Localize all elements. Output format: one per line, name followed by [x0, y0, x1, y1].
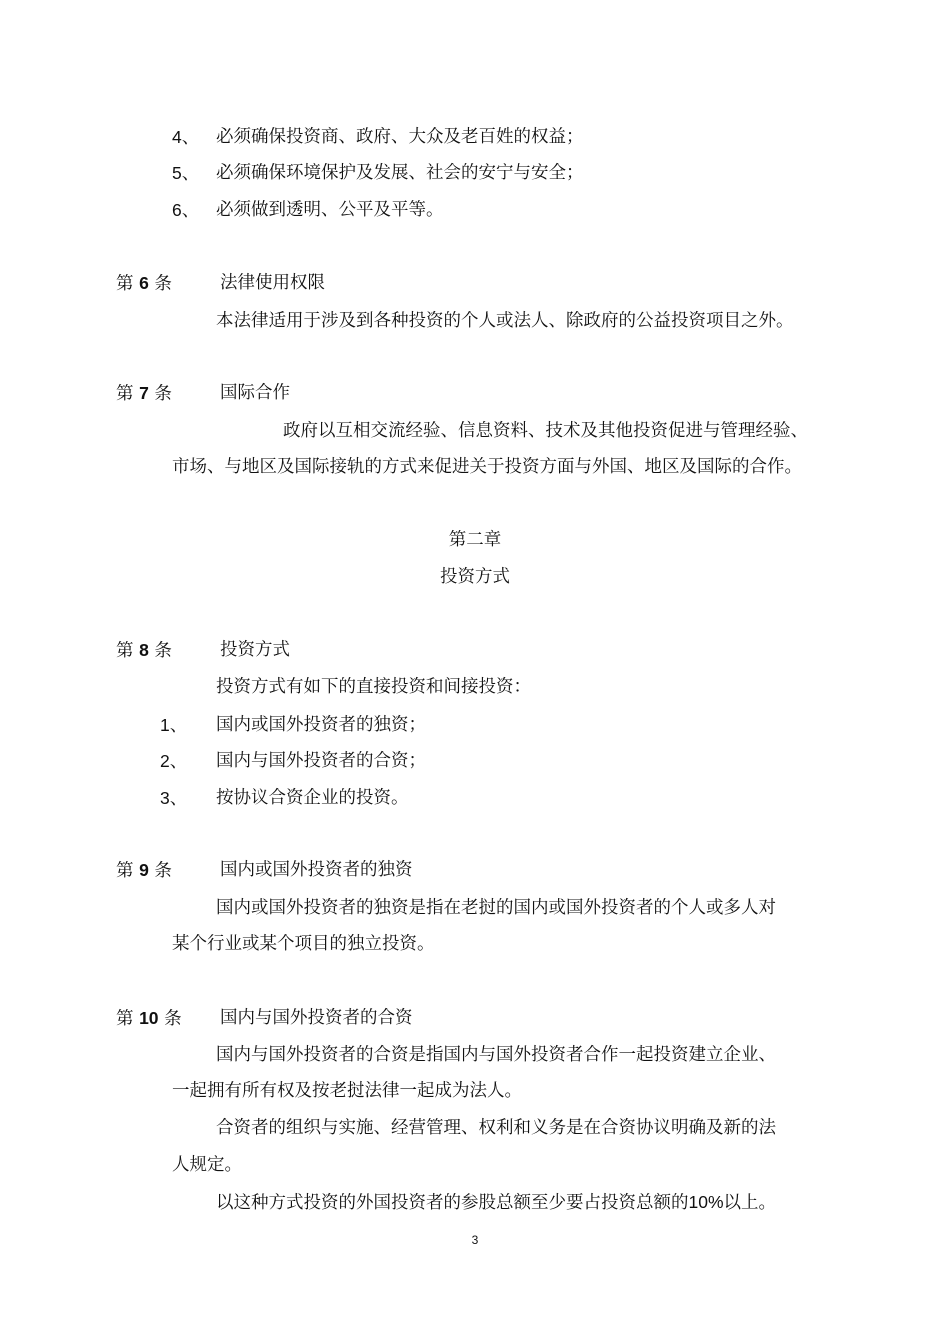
article-label-prefix: 第	[116, 1009, 134, 1029]
article-number: 8	[139, 640, 149, 660]
article-10-title: 国内与国外投资者的合资	[220, 1008, 413, 1028]
list-item-number: 1、	[160, 715, 188, 735]
article-label-prefix: 第	[116, 274, 134, 294]
article-label-suffix: 条	[154, 274, 172, 294]
article-7-heading	[116, 381, 172, 406]
list-item-number: 2、	[160, 751, 188, 771]
article-8-intro: 投资方式有如下的直接投资和间接投资：	[216, 677, 531, 697]
article-number: 10	[139, 1008, 159, 1028]
article-6-heading	[116, 271, 172, 296]
article-9-line-1: 国内或国外投资者的独资是指在老挝的国内或国外投资者的个人或多人对	[216, 898, 776, 918]
article-label-prefix: 第	[116, 384, 134, 404]
article-10-p1-line-2: 一起拥有所有权及按老挝法律一起成为法人。	[172, 1081, 522, 1101]
article-9-heading	[116, 858, 172, 883]
list-item-number: 5、	[172, 163, 200, 183]
chapter-title: 投资方式	[440, 567, 510, 587]
article-8-heading	[116, 638, 172, 663]
list-item-text: 按协议合资企业的投资。	[216, 788, 409, 808]
article-6-paragraph: 本法律适用于涉及到各种投资的个人或法人、除政府的公益投资项目之外。	[216, 311, 794, 331]
chapter-number: 第二章	[448, 530, 502, 550]
p3-text-a: 以这种方式投资的外国投资者的参股总额至少要占投资总额的	[216, 1193, 689, 1213]
page-number: 3	[471, 1233, 479, 1247]
list-item-text: 国内与国外投资者的合资；	[216, 751, 426, 771]
article-number: 9	[139, 860, 149, 880]
article-label-suffix: 条	[164, 1009, 182, 1029]
p3-percentage: 10%	[688, 1192, 724, 1212]
list-item-text: 必须确保投资商、政府、大众及老百姓的权益；	[216, 127, 584, 147]
article-10-p2-line-1: 合资者的组织与实施、经营管理、权利和义务是在合资协议明确及新的法	[216, 1118, 776, 1138]
article-9-title: 国内或国外投资者的独资	[220, 860, 413, 880]
article-label-prefix: 第	[116, 861, 134, 881]
article-10-p3	[216, 1190, 776, 1215]
list-item-text: 必须做到透明、公平及平等。	[216, 200, 444, 220]
article-7-line-1: 政府以互相交流经验、信息资料、技术及其他投资促进与管理经验、	[283, 421, 808, 441]
article-number: 6	[139, 273, 149, 293]
article-6-title: 法律使用权限	[220, 273, 325, 293]
article-10-heading	[116, 1006, 182, 1031]
article-label-suffix: 条	[154, 384, 172, 404]
article-9-line-2: 某个行业或某个项目的独立投资。	[172, 934, 435, 954]
list-item-text: 国内或国外投资者的独资；	[216, 715, 426, 735]
article-label-prefix: 第	[116, 641, 134, 661]
article-number: 7	[139, 383, 149, 403]
list-item-number: 6、	[172, 200, 200, 220]
article-10-p1-line-1: 国内与国外投资者的合资是指国内与国外投资者合作一起投资建立企业、	[216, 1045, 776, 1065]
article-label-suffix: 条	[154, 641, 172, 661]
article-7-title: 国际合作	[220, 383, 290, 403]
article-label-suffix: 条	[154, 861, 172, 881]
article-10-p2-line-2: 人规定。	[172, 1155, 242, 1175]
list-item-number: 4、	[172, 127, 200, 147]
list-item-number: 3、	[160, 788, 188, 808]
article-7-line-2: 市场、与地区及国际接轨的方式来促进关于投资方面与外国、地区及国际的合作。	[172, 457, 802, 477]
list-item-text: 必须确保环境保护及发展、社会的安宁与安全；	[216, 163, 584, 183]
article-8-title: 投资方式	[220, 640, 290, 660]
p3-text-c: 以上。	[723, 1193, 777, 1213]
